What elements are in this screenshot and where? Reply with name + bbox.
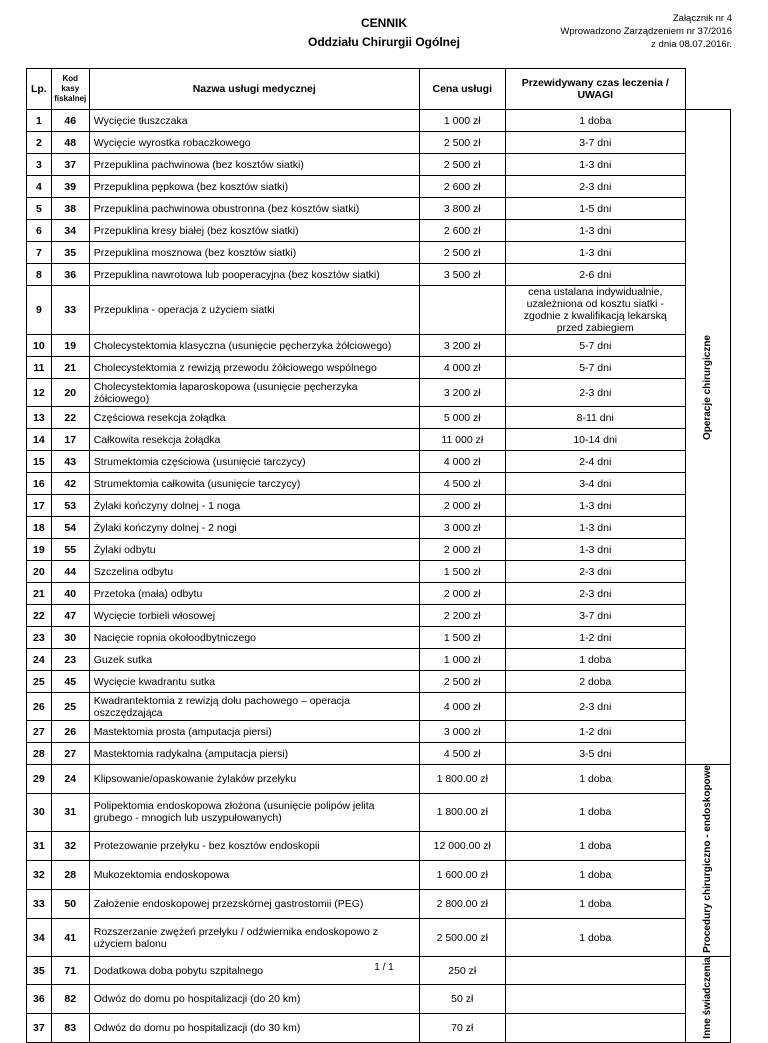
row-kod: 26	[51, 721, 89, 743]
header-kod: Kod kasy fiskalnej	[51, 69, 89, 110]
row-kod: 21	[51, 357, 89, 379]
row-lp: 1	[27, 110, 52, 132]
row-price: 3 200 zł	[419, 335, 505, 357]
row-kod: 27	[51, 743, 89, 765]
table-row	[27, 561, 731, 583]
row-price: 1 600.00 zł	[419, 860, 505, 889]
row-kod: 43	[51, 451, 89, 473]
table-row	[27, 627, 731, 649]
row-price: 1 800.00 zł	[419, 765, 505, 794]
row-lp: 18	[27, 517, 52, 539]
row-kod: 55	[51, 539, 89, 561]
row-duration: 3-4 dni	[505, 473, 685, 495]
endoscopy-group-label-cell	[685, 765, 730, 957]
row-kod: 30	[51, 627, 89, 649]
row-service-name: Cholecystektomia laparoskopowa (usunięcie pęcherzyka żółciowego)	[89, 379, 419, 407]
row-service-name: Przepuklina mosznowa (bez kosztów siatki)	[89, 242, 419, 264]
row-service-name: Strumektomia całkowita (usunięcie tarczycy)	[89, 473, 419, 495]
table-row	[27, 693, 731, 721]
row-lp: 5	[27, 198, 52, 220]
row-service-name: Przepuklina pachwinowa (bez kosztów siatki)	[89, 154, 419, 176]
row-kod: 22	[51, 407, 89, 429]
row-price: 1 000 zł	[419, 110, 505, 132]
table-row	[27, 335, 731, 357]
row-lp: 12	[27, 379, 52, 407]
row-kod: 34	[51, 220, 89, 242]
row-price: 2 600 zł	[419, 220, 505, 242]
row-service-name: Kwadrantektomia z rewizją dołu pachowego – operacja oszczędzająca	[89, 693, 419, 721]
row-kod: 40	[51, 583, 89, 605]
row-lp: 2	[27, 132, 52, 154]
header-side-blank	[685, 69, 730, 110]
row-price: 3 500 zł	[419, 264, 505, 286]
row-lp: 7	[27, 242, 52, 264]
table-row	[27, 890, 731, 919]
row-service-name: Szczelina odbytu	[89, 561, 419, 583]
table-row	[27, 860, 731, 889]
row-kod: 45	[51, 671, 89, 693]
row-service-name: Guzek sutka	[89, 649, 419, 671]
row-duration: 1 doba	[505, 890, 685, 919]
row-lp: 11	[27, 357, 52, 379]
row-lp: 29	[27, 765, 52, 794]
row-price: 12 000.00 zł	[419, 831, 505, 860]
annex-line-3: z dnia 08.07.2016r.	[651, 39, 732, 50]
row-service-name: Protezowanie przełyku - bez kosztów endoskopii	[89, 831, 419, 860]
row-lp: 26	[27, 693, 52, 721]
row-kod: 31	[51, 794, 89, 831]
row-service-name: Wycięcie tłuszczaka	[89, 110, 419, 132]
price-table	[26, 68, 731, 1043]
row-lp: 6	[27, 220, 52, 242]
table-row	[27, 919, 731, 956]
row-service-name: Strumektomia częściowa (usunięcie tarczycy)	[89, 451, 419, 473]
row-lp: 35	[27, 956, 52, 985]
row-price: 3 200 zł	[419, 379, 505, 407]
row-kod: 83	[51, 1013, 89, 1042]
row-duration: 1 doba	[505, 110, 685, 132]
row-service-name: Całkowita resekcja żołądka	[89, 429, 419, 451]
row-lp: 36	[27, 985, 52, 1014]
row-service-name: Odwóz do domu po hospitalizacji (do 30 km)	[89, 1013, 419, 1042]
row-duration: 1-2 dni	[505, 721, 685, 743]
header-nazwa: Nazwa usługi medycznej	[89, 69, 419, 110]
row-kod: 19	[51, 335, 89, 357]
row-duration: 1-3 dni	[505, 154, 685, 176]
row-lp: 31	[27, 831, 52, 860]
row-kod: 20	[51, 379, 89, 407]
row-price: 4 000 zł	[419, 693, 505, 721]
operations-group-label-cell	[685, 110, 730, 765]
row-service-name: Przepuklina - operacja z użyciem siatki	[89, 286, 419, 335]
row-price: 4 000 zł	[419, 357, 505, 379]
row-kod: 44	[51, 561, 89, 583]
table-row	[27, 110, 731, 132]
header-cena: Cena usługi	[419, 69, 505, 110]
row-duration: 3-5 dni	[505, 743, 685, 765]
row-price: 1 000 zł	[419, 649, 505, 671]
row-price: 2 000 zł	[419, 583, 505, 605]
row-kod: 35	[51, 242, 89, 264]
row-kod: 39	[51, 176, 89, 198]
row-duration: 1 doba	[505, 860, 685, 889]
row-service-name: Klipsowanie/opaskowanie żylaków przełyku	[89, 765, 419, 794]
row-price: 50 zł	[419, 985, 505, 1014]
row-kod: 47	[51, 605, 89, 627]
row-price: 250 zł	[419, 956, 505, 985]
row-service-name: Założenie endoskopowej przezskórnej gastrostomii (PEG)	[89, 890, 419, 919]
row-service-name: Żylaki kończyny dolnej - 2 nogi	[89, 517, 419, 539]
row-price: 1 800.00 zł	[419, 794, 505, 831]
row-duration: 2-3 dni	[505, 583, 685, 605]
row-price: 2 500.00 zł	[419, 919, 505, 956]
row-duration: 1-5 dni	[505, 198, 685, 220]
table-row	[27, 605, 731, 627]
table-row	[27, 264, 731, 286]
row-duration: 2 doba	[505, 671, 685, 693]
row-kod: 24	[51, 765, 89, 794]
annex-line-2: Wprowadzono Zarządzeniem nr 37/2016	[560, 26, 732, 37]
price-table-body	[27, 110, 731, 1043]
row-lp: 33	[27, 890, 52, 919]
row-duration: 10-14 dni	[505, 429, 685, 451]
header-lp: Lp.	[27, 69, 52, 110]
table-row	[27, 407, 731, 429]
operations-group-label: Operacje chirurgiczne	[701, 334, 713, 440]
row-kod: 28	[51, 860, 89, 889]
row-price: 2 500 zł	[419, 671, 505, 693]
row-service-name: Żylaki odbytu	[89, 539, 419, 561]
table-row	[27, 539, 731, 561]
row-kod: 46	[51, 110, 89, 132]
table-row	[27, 671, 731, 693]
row-service-name: Mastektomia radykalna (amputacja piersi)	[89, 743, 419, 765]
row-duration: 2-3 dni	[505, 693, 685, 721]
row-lp: 4	[27, 176, 52, 198]
table-row	[27, 721, 731, 743]
row-price: 2 500 zł	[419, 132, 505, 154]
row-price: 4 500 zł	[419, 743, 505, 765]
row-lp: 37	[27, 1013, 52, 1042]
row-lp: 21	[27, 583, 52, 605]
row-price: 2 600 zł	[419, 176, 505, 198]
row-service-name: Częściowa resekcja żołądka	[89, 407, 419, 429]
row-price	[419, 286, 505, 335]
row-lp: 3	[27, 154, 52, 176]
table-row	[27, 379, 731, 407]
row-service-name: Rozszerzanie zwężeń przełyku / odźwiernika endoskopowo z użyciem balonu	[89, 919, 419, 956]
row-duration: 2-6 dni	[505, 264, 685, 286]
row-duration: 1 doba	[505, 794, 685, 831]
row-lp: 8	[27, 264, 52, 286]
table-row	[27, 220, 731, 242]
row-kod: 42	[51, 473, 89, 495]
row-price: 4 000 zł	[419, 451, 505, 473]
table-row	[27, 985, 731, 1014]
row-price: 2 800.00 zł	[419, 890, 505, 919]
row-service-name: Dodatkowa doba pobytu szpitalnego	[89, 956, 419, 985]
row-duration: 3-7 dni	[505, 132, 685, 154]
row-price: 3 000 zł	[419, 517, 505, 539]
header-czas: Przewidywany czas leczenia / UWAGI	[505, 69, 685, 110]
row-lp: 23	[27, 627, 52, 649]
row-kod: 36	[51, 264, 89, 286]
table-row	[27, 743, 731, 765]
row-duration: 1-3 dni	[505, 242, 685, 264]
row-duration: 2-3 dni	[505, 176, 685, 198]
table-row	[27, 176, 731, 198]
row-kod: 25	[51, 693, 89, 721]
row-price: 1 500 zł	[419, 627, 505, 649]
row-lp: 22	[27, 605, 52, 627]
row-service-name: Przepuklina pachwinowa obustronna (bez kosztów siatki)	[89, 198, 419, 220]
row-price: 2 500 zł	[419, 154, 505, 176]
row-lp: 27	[27, 721, 52, 743]
row-service-name: Przetoka (mała) odbytu	[89, 583, 419, 605]
row-duration: 8-11 dni	[505, 407, 685, 429]
row-kod: 71	[51, 956, 89, 985]
row-lp: 19	[27, 539, 52, 561]
row-lp: 28	[27, 743, 52, 765]
row-kod: 48	[51, 132, 89, 154]
row-kod: 54	[51, 517, 89, 539]
row-service-name: Cholecystektomia z rewizją przewodu żółciowego wspólnego	[89, 357, 419, 379]
row-service-name: Polipektomia endoskopowa złożona (usunięcie polipów jelita grubego - mnogich lub uszypułowanych)	[89, 794, 419, 831]
row-lp: 32	[27, 860, 52, 889]
row-duration: 2-3 dni	[505, 379, 685, 407]
row-kod: 23	[51, 649, 89, 671]
row-duration: 1 doba	[505, 919, 685, 956]
table-row	[27, 583, 731, 605]
row-service-name: Wycięcie kwadrantu sutka	[89, 671, 419, 693]
row-service-name: Przepuklina nawrotowa lub pooperacyjna (bez kosztów siatki)	[89, 264, 419, 286]
row-duration: 1-3 dni	[505, 220, 685, 242]
annex-note	[560, 12, 732, 51]
row-kod: 41	[51, 919, 89, 956]
table-row	[27, 649, 731, 671]
row-price: 2 500 zł	[419, 242, 505, 264]
row-price: 70 zł	[419, 1013, 505, 1042]
row-service-name: Cholecystektomia klasyczna (usunięcie pęcherzyka żółciowego)	[89, 335, 419, 357]
row-duration: 3-7 dni	[505, 605, 685, 627]
row-lp: 13	[27, 407, 52, 429]
row-price: 1 500 zł	[419, 561, 505, 583]
row-lp: 10	[27, 335, 52, 357]
table-row	[27, 198, 731, 220]
row-kod: 37	[51, 154, 89, 176]
row-service-name: Wycięcie torbieli włosowej	[89, 605, 419, 627]
table-row	[27, 794, 731, 831]
table-row	[27, 132, 731, 154]
row-duration	[505, 985, 685, 1014]
row-duration: 1-3 dni	[505, 517, 685, 539]
row-lp: 34	[27, 919, 52, 956]
title-line-1: CENNIK	[360, 16, 407, 30]
row-lp: 14	[27, 429, 52, 451]
row-lp: 24	[27, 649, 52, 671]
row-price: 2 000 zł	[419, 539, 505, 561]
row-lp: 17	[27, 495, 52, 517]
table-row	[27, 286, 731, 335]
table-row	[27, 242, 731, 264]
table-row	[27, 154, 731, 176]
row-duration: 5-7 dni	[505, 357, 685, 379]
row-price: 5 000 zł	[419, 407, 505, 429]
row-duration: 1-2 dni	[505, 627, 685, 649]
table-row	[27, 473, 731, 495]
row-lp: 20	[27, 561, 52, 583]
table-row	[27, 765, 731, 794]
row-service-name: Odwóz do domu po hospitalizacji (do 20 km)	[89, 985, 419, 1014]
table-row	[27, 495, 731, 517]
row-duration: 5-7 dni	[505, 335, 685, 357]
row-duration: 1 doba	[505, 765, 685, 794]
row-service-name: Mastektomia prosta (amputacja piersi)	[89, 721, 419, 743]
row-kod: 17	[51, 429, 89, 451]
row-service-name: Żylaki kończyny dolnej - 1 noga	[89, 495, 419, 517]
row-lp: 30	[27, 794, 52, 831]
table-row	[27, 517, 731, 539]
row-kod: 53	[51, 495, 89, 517]
title-line-2: Oddziału Chirurgii Ogólnej	[308, 35, 460, 49]
row-service-name: Mukozektomia endoskopowa	[89, 860, 419, 889]
table-row	[27, 831, 731, 860]
table-row	[27, 451, 731, 473]
row-price: 3 000 zł	[419, 721, 505, 743]
row-kod: 38	[51, 198, 89, 220]
table-row	[27, 357, 731, 379]
row-duration: 2-3 dni	[505, 561, 685, 583]
row-price: 2 000 zł	[419, 495, 505, 517]
row-duration	[505, 1013, 685, 1042]
row-duration: 2-4 dni	[505, 451, 685, 473]
row-price: 4 500 zł	[419, 473, 505, 495]
row-kod: 50	[51, 890, 89, 919]
row-service-name: Wycięcie wyrostka robaczkowego	[89, 132, 419, 154]
row-lp: 25	[27, 671, 52, 693]
other-services-group-label: Inne świadczenia	[701, 956, 713, 1039]
row-kod: 82	[51, 985, 89, 1014]
row-price: 3 800 zł	[419, 198, 505, 220]
row-service-name: Przepuklina pępkowa (bez kosztów siatki)	[89, 176, 419, 198]
row-service-name: Przepuklina kresy białej (bez kosztów siatki)	[89, 220, 419, 242]
row-service-name: Nacięcie ropnia okołoodbytniczego	[89, 627, 419, 649]
row-lp: 15	[27, 451, 52, 473]
row-lp: 9	[27, 286, 52, 335]
row-duration: 1-3 dni	[505, 539, 685, 561]
row-kod: 33	[51, 286, 89, 335]
row-price: 11 000 zł	[419, 429, 505, 451]
row-duration: 1 doba	[505, 831, 685, 860]
annex-line-1: Załącznik nr 4	[672, 13, 732, 24]
row-price: 2 200 zł	[419, 605, 505, 627]
row-kod: 32	[51, 831, 89, 860]
table-row	[27, 429, 731, 451]
row-duration: cena ustalana indywidualnie, uzależniona od kosztu siatki - zgodnie z kwalifikacją lekarską przed zabiegiem	[505, 286, 685, 335]
row-duration: 1 doba	[505, 649, 685, 671]
row-duration: 1-3 dni	[505, 495, 685, 517]
page-number: 1 / 1	[374, 962, 394, 973]
endoscopy-group-label: Procedury chirurgiczno - endoskopowe	[701, 765, 713, 953]
table-row	[27, 1013, 731, 1042]
row-lp: 16	[27, 473, 52, 495]
